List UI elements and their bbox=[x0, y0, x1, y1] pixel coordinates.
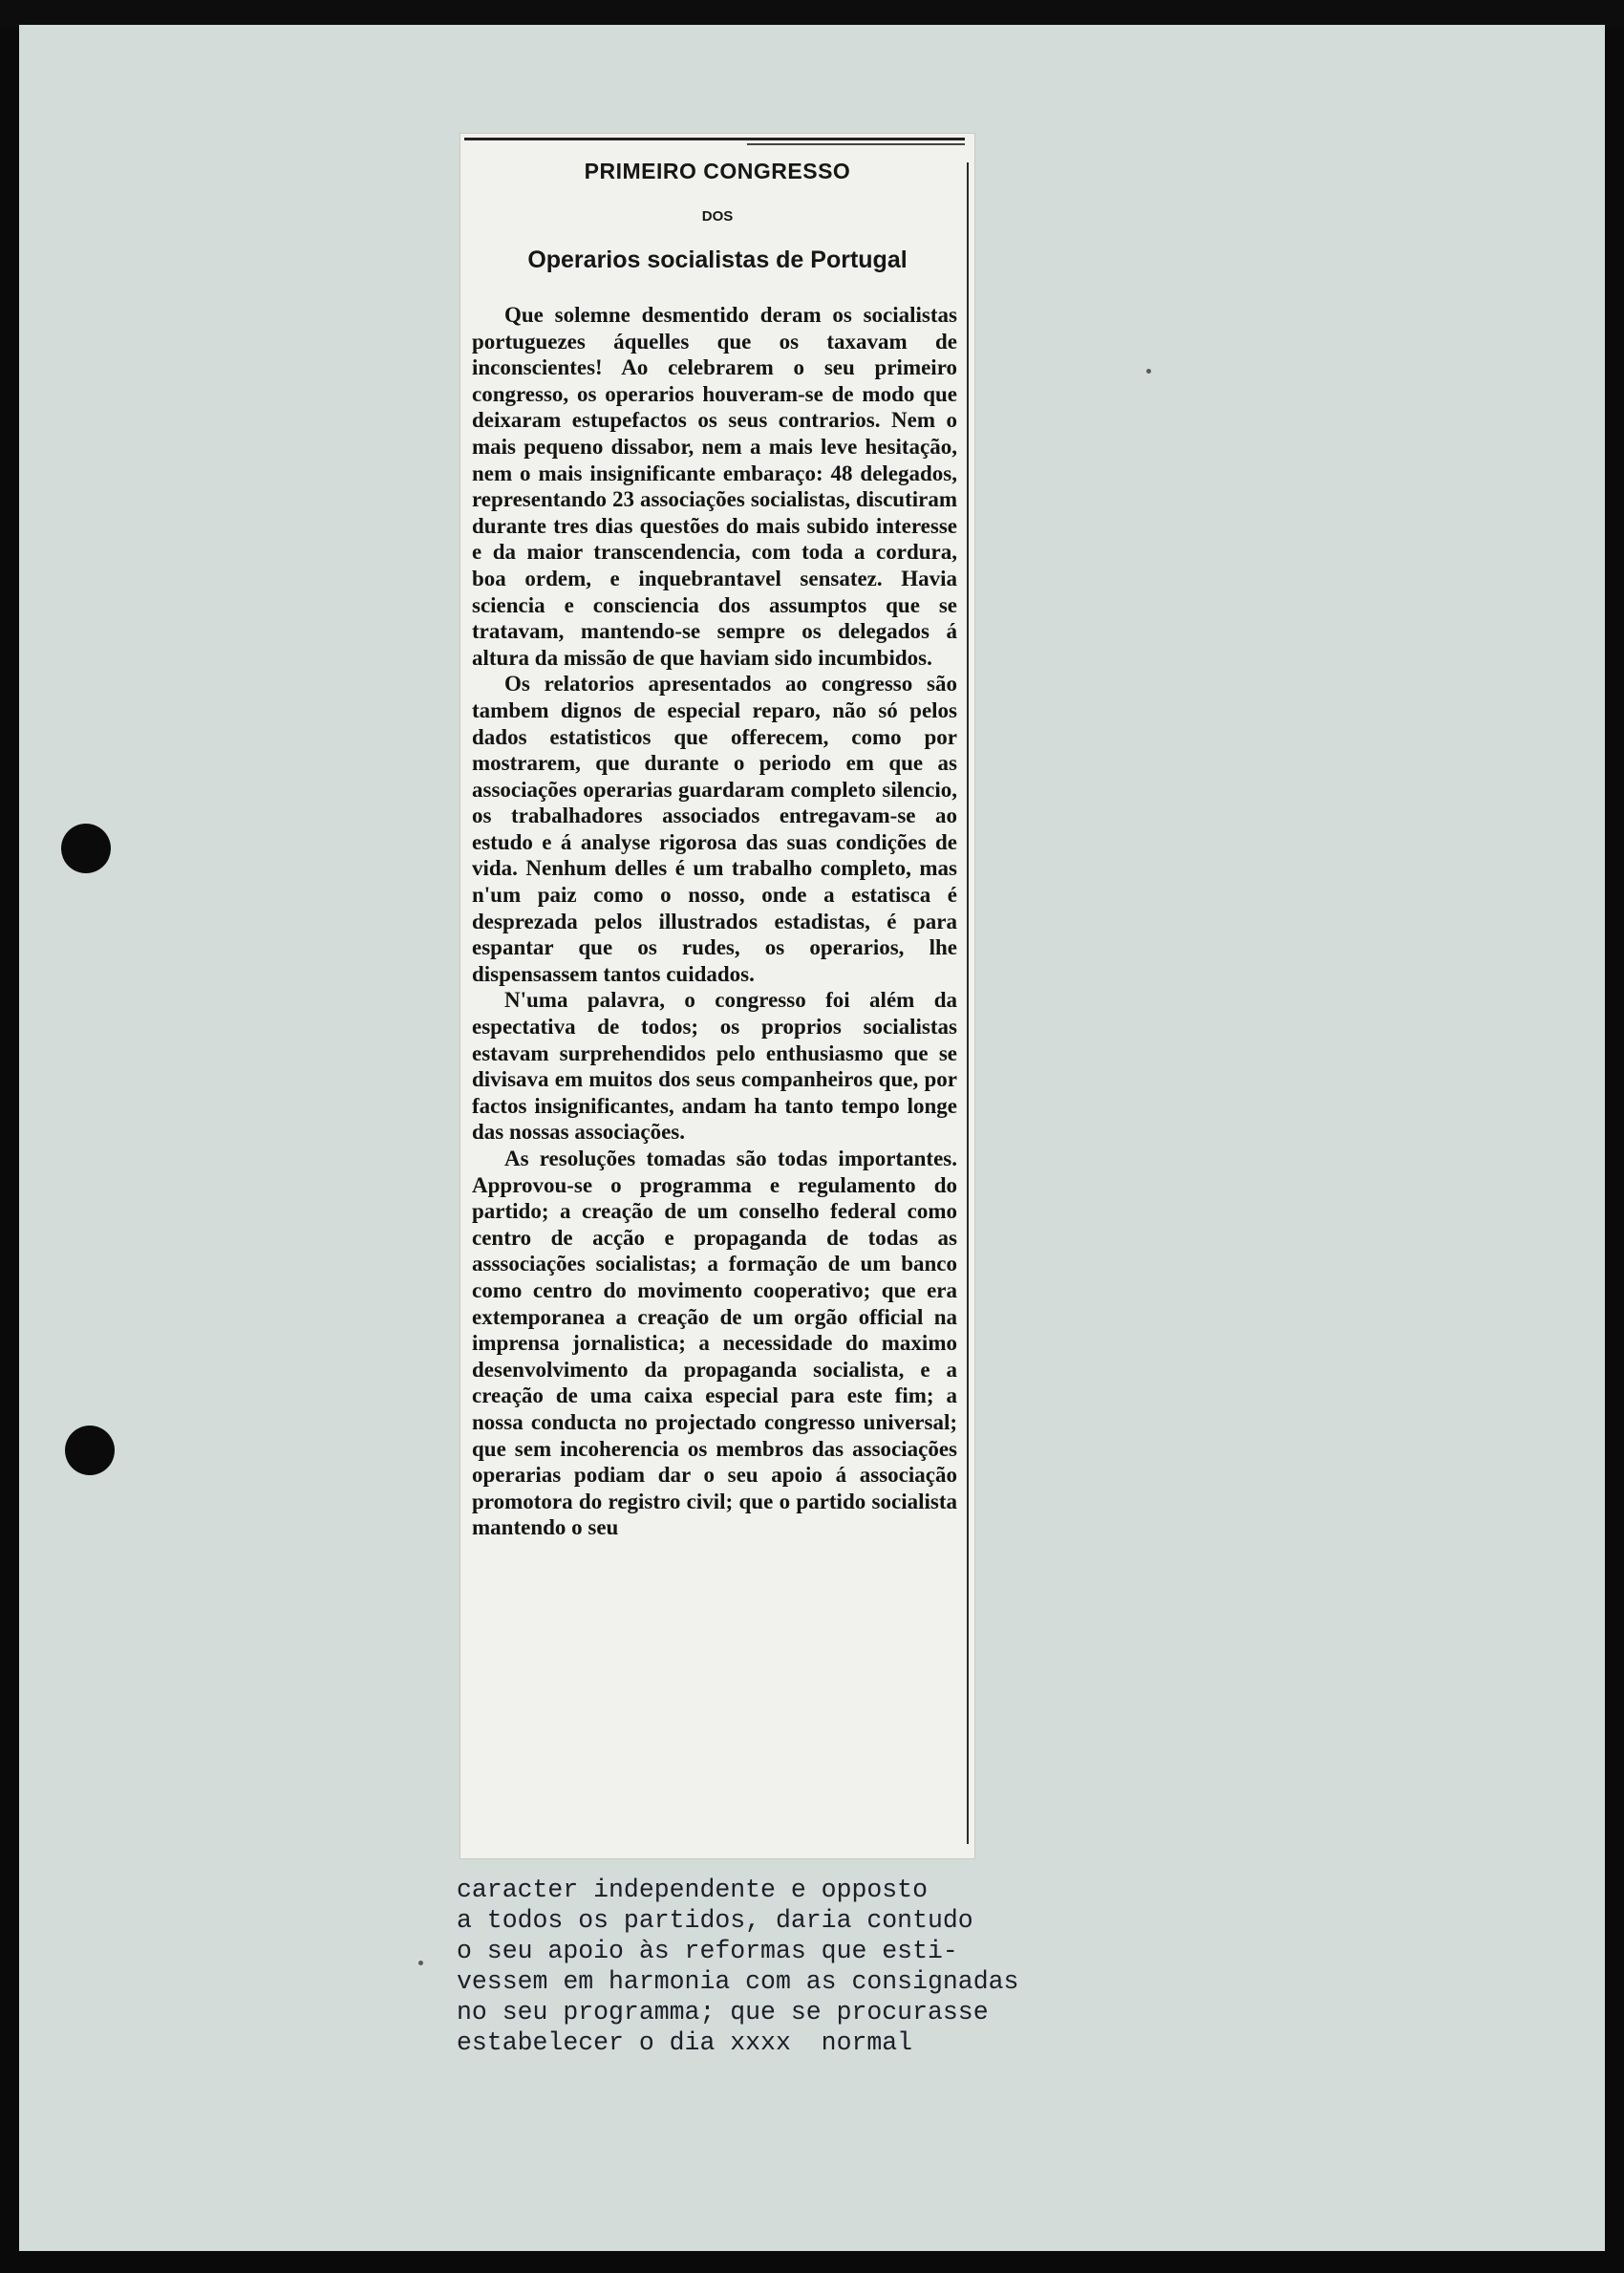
clipping-heading: Operarios socialistas de Portugal bbox=[527, 247, 908, 273]
typed-line: no seu programma; que se procurasse bbox=[457, 1998, 989, 2026]
punch-hole-upper bbox=[61, 824, 111, 873]
typed-line: a todos os partidos, daria contudo bbox=[457, 1906, 973, 1935]
article-paragraph-4: As resoluções tomadas são todas importantes. Approvou-se o programma e regulamento do partido; a creação de um conselho federal como centro de acção e propaganda de todas as asssociações socialistas; a formação de um banco como centro do movimento cooperativo; que era extemporanea a creação de um orgão official na imprensa jornalistica; a necessidade do maximo desenvolvimento da propaganda socialista, e a creação de uma caixa especial para este fim; a nossa conducta no projectado congresso universal; que sem incoherencia os membros das associações operarias podiam dar o seu apoio á associação promotora do registro civil; que o partido socialista mantendo o seu bbox=[472, 1147, 957, 1540]
clipping-border-right bbox=[967, 162, 969, 1844]
clipping-subtitle: DOS bbox=[701, 208, 734, 225]
article-paragraph-3: N'uma palavra, o congresso foi além da espectativa de todos; os proprios socialistas estavam surprehendidos pelo enthusiasmo que se divisava em muitos dos seus companheiros que, por factos insignificantes, andam ha tanto tempo longe das nossas associações. bbox=[472, 988, 957, 1145]
paper-speck bbox=[1146, 369, 1151, 374]
article-body bbox=[472, 302, 957, 1541]
typed-line: o seu apoio às reformas que esti- bbox=[457, 1937, 958, 1965]
article-paragraph-2: Os relatorios apresentados ao congresso são tambem dignos de especial reparo, não só pelos dados estatisticos que offerecem, como por mostrarem, que durante o periodo em que as associações operarias guardaram completo silencio, os trabalhadores associados entregavam-se ao estudo e á analyse rigorosa das suas condições de vida. Nenhum delles é um trabalho completo, mas n'um paiz como o nosso, onde a estatisca é desprezada pelos illustrados estadistas, é para espantar que os rudes, os operarios, lhe dispensassem tantos cuidados. bbox=[472, 672, 957, 986]
clipping-border-top bbox=[464, 138, 965, 140]
paper-speck bbox=[418, 1961, 423, 1965]
newspaper-clipping bbox=[460, 134, 974, 1858]
typed-line: caracter independente e opposto bbox=[457, 1876, 928, 1904]
article-paragraph-1: Que solemne desmentido deram os socialistas portuguezes áquelles que os taxavam de inconscientes! Ao celebrarem o seu primeiro congresso, os operarios houveram-se de modo que deixaram estupefactos os seus contrarios. Nem o mais pequeno dissabor, nem a mais leve hesitação, nem o mais insignificante embaraço: 48 delegados, representando 23 associações socialistas, discutiram durante tres dias questões do mais subido interesse e da maior transcendencia, com toda a cordura, boa ordem, e inquebrantavel sensatez. Havia sciencia e consciencia dos assumptos que se tratavam, mantendo-se sempre os delegados á altura da missão de que haviam sido incumbidos. bbox=[472, 303, 957, 670]
punch-hole-lower bbox=[65, 1426, 115, 1475]
typed-line: estabelecer o dia xxxx normal bbox=[457, 2028, 913, 2057]
typewritten-continuation bbox=[457, 1875, 1144, 2058]
typed-line: vessem em harmonia com as consignadas bbox=[457, 1967, 1019, 1996]
clipping-title: PRIMEIRO CONGRESSO bbox=[584, 159, 851, 183]
clipping-border-top-rule bbox=[747, 143, 965, 145]
